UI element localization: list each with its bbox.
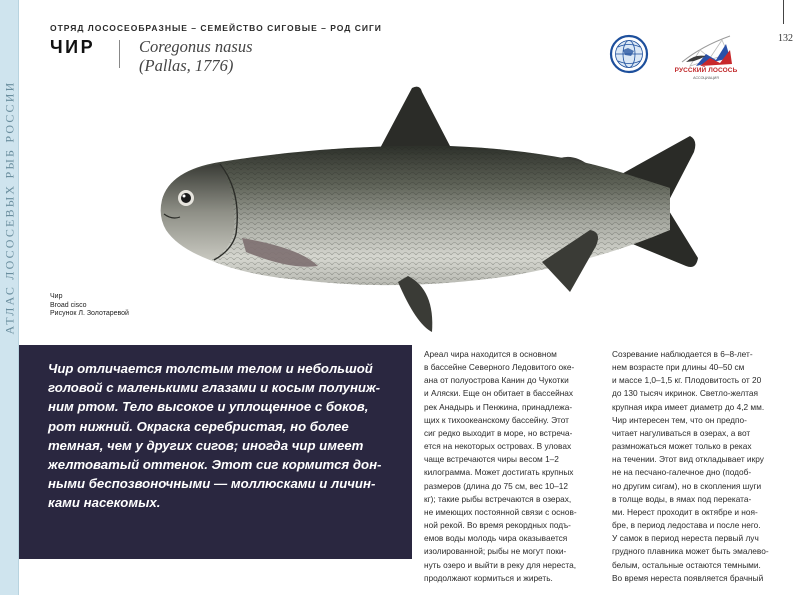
caption-line: Broad cisco xyxy=(50,301,87,309)
body-line: белым, остальные остаются темными. xyxy=(612,559,761,570)
body-line: и Аляски. Еще он обитает в бассейнах xyxy=(424,388,574,399)
intro-line: ками насекомых. xyxy=(48,495,161,511)
body-line: килограмма. Может достигать крупных xyxy=(424,467,574,478)
body-line: емов воды молодь чира оказывается xyxy=(424,533,568,544)
body-line: но другим сигам), но в скопления шуги xyxy=(612,480,762,491)
body-line: изолированной; рыбы не могут поки- xyxy=(424,546,567,557)
caption-line: Чир xyxy=(50,293,63,300)
body-line: чаще встречаются чиры весом 1–2 xyxy=(424,454,559,465)
spine-title: АТЛАС ЛОСОСЕВЫХ РЫБ РОССИИ xyxy=(2,80,17,335)
intro-line: рот нижний. Окраска серебристая, но более xyxy=(48,418,349,434)
body-line: Во время нереста появляется брачный xyxy=(612,572,764,583)
body-line: ной рекой. Во время рекордных подъ- xyxy=(424,520,571,531)
page-number: 132 xyxy=(778,33,793,44)
page-rule xyxy=(783,0,784,24)
body-column-2 xyxy=(612,348,790,585)
body-line: продолжают кормиться и жиреть. xyxy=(424,572,553,583)
page-title: ЧИР xyxy=(50,37,96,57)
title-divider xyxy=(119,40,120,68)
body-line: кг); такие рыбы встречаются в озерах, xyxy=(424,493,572,504)
body-line: бре, в период ледостава и после него. xyxy=(612,520,761,531)
fish-illustration xyxy=(150,80,710,345)
globe-emblem-icon xyxy=(604,34,654,74)
body-line: ется на некоторых островах. В уловах xyxy=(424,441,572,452)
logo-title: РУССКИЙ ЛОСОСЬ xyxy=(674,67,738,74)
intro-line: желтоватый оттенок. Этот сиг кормится дон- xyxy=(48,457,382,473)
body-line: читает нагуливаться в озерах, а вот xyxy=(612,427,751,438)
body-line: в толще воды, в ямах под перекатa- xyxy=(612,493,752,504)
body-line: не имеющих постоянной связи с основ- xyxy=(424,506,577,517)
body-column-1 xyxy=(424,348,602,585)
illustration-caption xyxy=(50,293,129,319)
body-line: щих к тихоокеанскому бассейну. Этот xyxy=(424,414,569,425)
body-line: до 130 тысяч икринок. Светло-желтая xyxy=(612,388,759,399)
logo-subtitle: АССОЦИАЦИЯ xyxy=(693,76,719,80)
body-line: не на песчано-галечное дно (подоб- xyxy=(612,467,752,478)
body-line: размеров (длина до 75 см, вес 10–12 xyxy=(424,480,568,491)
body-line: нем возрасте при длины 40–50 см xyxy=(612,362,745,373)
body-line: размножаться может только в реках xyxy=(612,441,752,452)
body-line: Ареал чира находится в основном xyxy=(424,349,557,359)
scientific-name xyxy=(139,37,253,75)
intro-line: Чир отличается толстым телом и небольшой xyxy=(48,361,373,376)
body-line: в бассейне Северного Ледовитого оке- xyxy=(424,362,575,373)
body-line: крупная икра имеет диаметр до 4,2 мм. xyxy=(612,401,765,412)
body-line: сиг редко выходит в море, но встреча- xyxy=(424,427,573,438)
intro-text xyxy=(48,359,398,513)
body-line: на течении. Этот вид откладывает икру xyxy=(612,454,764,465)
intro-line: темная, чем у других сигов; иногда чир имеет xyxy=(48,437,364,453)
intro-line: ним ртом. Тело высокое и уплощенное с боков, xyxy=(48,399,369,415)
spine-band xyxy=(0,0,19,595)
body-line: У самок в период нереста первый луч xyxy=(612,533,759,544)
intro-line: головой с маленькими глазами и косым полуниж- xyxy=(48,380,381,396)
intro-line: ными беспозвоночными — моллюсками и личин- xyxy=(48,476,376,492)
body-line: и массе 1,0–1,5 кг. Плодовитость от 20 xyxy=(612,375,762,386)
scientific-name-species: Coregonus nasus xyxy=(139,37,253,56)
body-line: ми. Нерест проходит в октябре и ноя- xyxy=(612,506,758,517)
taxonomy-line: ОТРЯД ЛОСОСЕОБРАЗНЫЕ – СЕМЕЙСТВО СИГОВЫЕ – РОД СИГИ xyxy=(50,23,382,33)
body-line: грудного плавника может быть эмалево- xyxy=(612,546,769,557)
body-line: ана от полуострова Канин до Чукотки xyxy=(424,375,569,386)
body-line: Чир интересен тем, что он предпо- xyxy=(612,414,747,425)
body-line: нуть озеро и выйти в реку для нереста, xyxy=(424,559,577,570)
caption-line: Рисунок Л. Золотаревой xyxy=(50,310,129,317)
body-line: Созревание наблюдается в 6–8-лет- xyxy=(612,349,753,359)
body-line: рек Анадырь и Пенжина, принадлежа- xyxy=(424,401,573,412)
scientific-name-author: (Pallas, 1776) xyxy=(139,56,234,75)
